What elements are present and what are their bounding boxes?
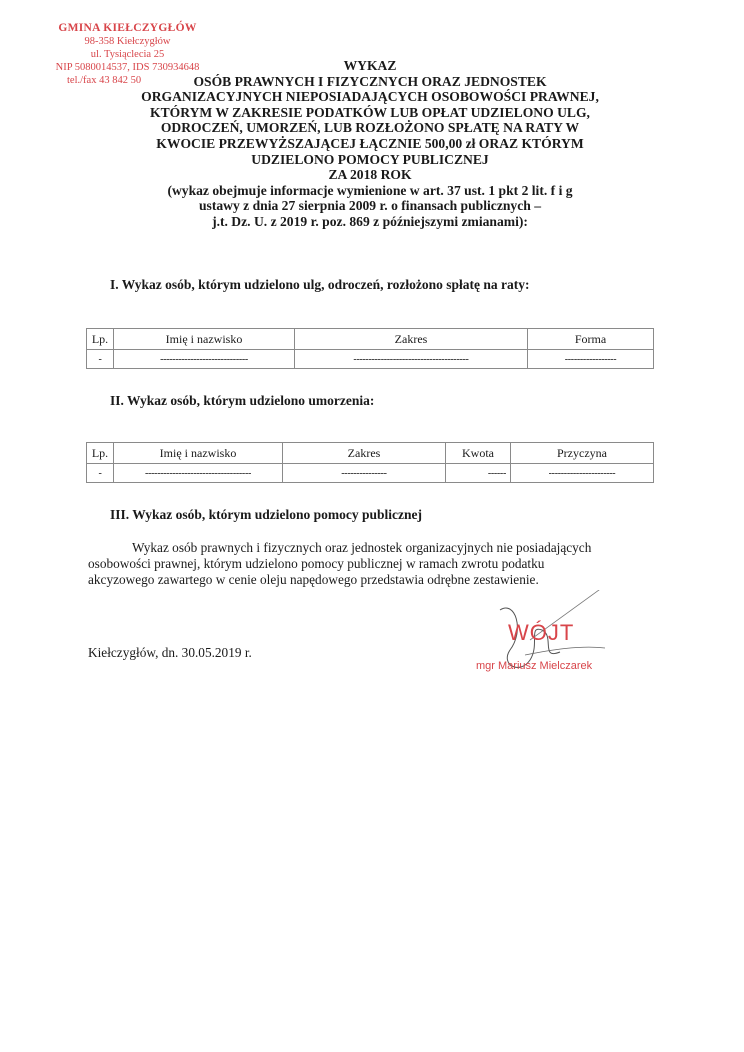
title-line: ZA 2018 ROK bbox=[328, 167, 412, 183]
table-header-cell: Zakres bbox=[283, 443, 446, 464]
title-line: (wykaz obejmuje informacje wymienione w art. 37 ust. 1 pkt 2 lit. f i g bbox=[167, 182, 573, 198]
table-header-cell: Lp. bbox=[87, 329, 114, 350]
table-cell: ------ bbox=[446, 464, 511, 483]
paragraph-line: akcyzowego zawartego w cenie oleju napędowego przedstawia odrębne zestawienie. bbox=[88, 572, 539, 588]
section-3-heading: III. Wykaz osób, którym udzielono pomocy publicznej bbox=[110, 507, 423, 522]
table-cell: - bbox=[87, 350, 114, 369]
title-line: j.t. Dz. U. z 2019 r. poz. 869 z późniejszymi zmianami): bbox=[212, 213, 528, 229]
section-2-heading: II. Wykaz osób, którym udzielono umorzenia: bbox=[110, 393, 375, 408]
stamp-phone: tel./fax 43 842 50 bbox=[67, 75, 142, 86]
signature-stamp bbox=[470, 590, 620, 690]
signature-title: WÓJT bbox=[508, 620, 575, 645]
title-line: UDZIELONO POMOCY PUBLICZNEJ bbox=[251, 151, 489, 167]
table-cell: --------------- bbox=[283, 464, 446, 483]
table-header-cell: Lp. bbox=[87, 443, 114, 464]
table-cell: - bbox=[87, 464, 114, 483]
table-cell: ----------------- bbox=[528, 350, 654, 369]
table-header-cell: Imię i nazwisko bbox=[114, 329, 295, 350]
title-line: OSÓB PRAWNYCH I FIZYCZNYCH ORAZ JEDNOSTEK bbox=[193, 73, 547, 89]
stamp-street: ul. Tysiąclecia 25 bbox=[90, 49, 165, 60]
title-line: KWOCIE PRZEWYŻSZAJĄCEJ ŁĄCZNIE 500,00 zł ORAZ KTÓRYM bbox=[156, 135, 584, 151]
section-2-table bbox=[86, 442, 654, 483]
section-3-paragraph bbox=[88, 540, 654, 589]
title-line: ustawy z dnia 27 sierpnia 2009 r. o finansach publicznych – bbox=[198, 198, 542, 214]
table-header-cell: Przyczyna bbox=[511, 443, 654, 464]
signature-name: mgr Mariusz Mielczarek bbox=[476, 660, 593, 672]
paragraph-line: Wykaz osób prawnych i fizycznych oraz jednostek organizacyjnych nie posiadających bbox=[132, 540, 592, 555]
table-cell: ---------------------- bbox=[511, 464, 654, 483]
stamp-name: GMINA KIEŁCZYGŁÓW bbox=[58, 22, 197, 34]
title-line: ORGANIZACYJNYCH NIEPOSIADAJĄCYCH OSOBOWOŚCI PRAWNEJ, bbox=[141, 89, 599, 105]
table-header-cell: Zakres bbox=[295, 329, 528, 350]
title-line: KTÓRYM W ZAKRESIE PODATKÓW LUB OPŁAT UDZIELONO ULG, bbox=[150, 104, 590, 120]
section-1-table bbox=[86, 328, 654, 369]
table-header-cell: Forma bbox=[528, 329, 654, 350]
table-header-cell: Imię i nazwisko bbox=[114, 443, 283, 464]
document-title bbox=[70, 58, 670, 230]
table-cell: ----------------------------------- bbox=[114, 464, 283, 483]
title-line: WYKAZ bbox=[343, 58, 397, 73]
paragraph-line: osobowości prawnej, którym udzielono pomocy publicznej w ramach zwrotu podatku bbox=[88, 556, 545, 572]
table-header-cell: Kwota bbox=[446, 443, 511, 464]
title-line: ODROCZEŃ, UMORZEŃ, LUB ROZŁOŻONO SPŁATĘ NA RATY W bbox=[160, 120, 580, 136]
stamp-address: 98-358 Kiełczygłów bbox=[84, 36, 171, 47]
stamp-ids: NIP 5080014537, IDS 730934648 bbox=[55, 62, 200, 73]
table-cell: ----------------------------- bbox=[114, 350, 295, 369]
table-cell: -------------------------------------- bbox=[295, 350, 528, 369]
section-1-heading: I. Wykaz osób, którym udzielono ulg, odroczeń, rozłożono spłatę na raty: bbox=[110, 277, 530, 292]
place-and-date: Kiełczygłów, dn. 30.05.2019 r. bbox=[88, 645, 252, 660]
